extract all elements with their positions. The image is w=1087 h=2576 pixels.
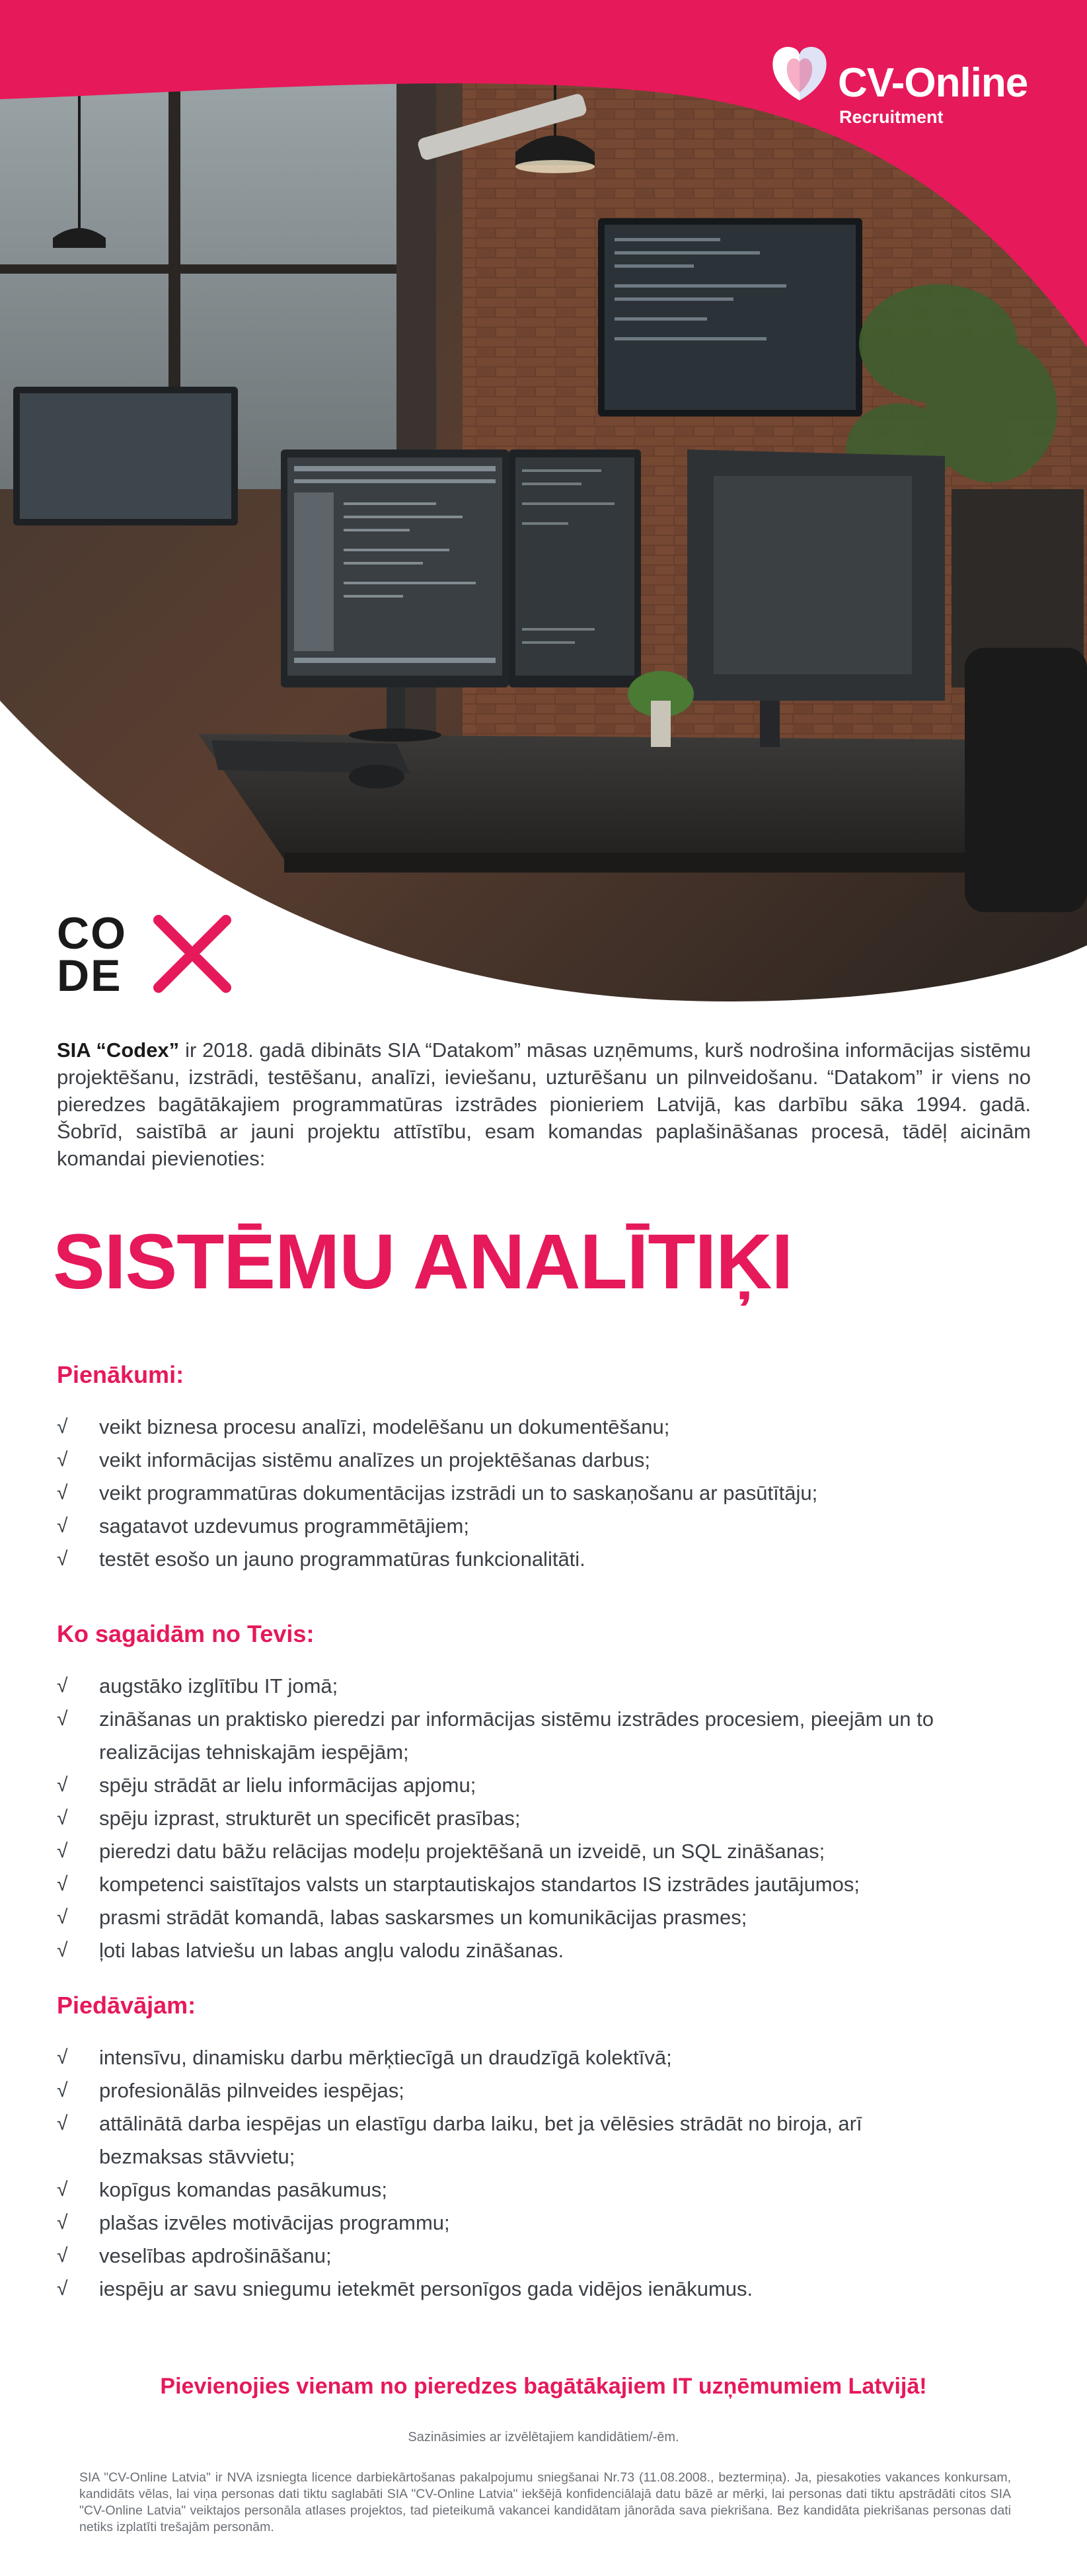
list-item: √ profesionālās pilnveides iespējas; — [57, 2074, 916, 2107]
list-item: √ attālinātā darba iespējas un elastīgu darba laiku, bet ja vēlēsies strādāt no biroja, arī bezmaksas stāvvietu; — [57, 2107, 916, 2173]
contact-note: Sazināsimies ar izvēlētajiem kandidātiem/-ēm. — [408, 2430, 679, 2444]
check-icon: √ — [57, 1675, 68, 1697]
check-icon: √ — [57, 1807, 68, 1829]
codex-logo — [57, 908, 248, 1001]
list-item: √ pieredzi datu bāžu relācijas modeļu projektēšanā un izveidē, un SQL zināšanas; — [57, 1835, 1022, 1868]
section-title: Ko sagaidām no Tevis: — [57, 1620, 315, 1647]
call-to-action: Pievienojies vienam no pieredzes bagātākajiem IT uzņēmumiem Latvijā! — [160, 2374, 927, 2399]
intro-text: ir 2018. gadā dibināts SIA “Datakom” māsas uzņēmums, kurš nodrošina informācijas sistēmu projektēšanu, izstrādi, testēšanu, analīzi, ieviešanu, uzturēšanu un pilnveidošanu. “Datakom” ir viens no pieredzes bagātākajiem programmatūras izstrādes pionieriem Latvijā, kas darbību sāka 1994. gadā. Šobrīd, saistībā ar jauni projektu attīstību, esam komandas paplašināšanas procesā, tādēļ aicinām komandai pievienoties: — [57, 1038, 1031, 1170]
requirements-list — [57, 1670, 1022, 1967]
list-item: √ spēju strādāt ar lielu informācijas apjomu; — [57, 1769, 1022, 1802]
section-offer — [57, 1991, 1048, 2306]
list-item: √ augstāko izglītību IT jomā; — [57, 1670, 1022, 1703]
section-title: Pienākumi: — [57, 1361, 184, 1388]
intro-company-name: SIA “Codex” — [57, 1038, 180, 1062]
check-icon: √ — [57, 1416, 68, 1438]
codex-logo-line2: DE — [57, 951, 122, 1001]
hero-image — [0, 0, 1087, 1005]
check-icon: √ — [57, 2047, 68, 2068]
list-item: √ zināšanas un praktisko pieredzi par informācijas sistēmu izstrādes procesiem, pieejām un to realizācijas tehniskajām iespējām; — [57, 1703, 1022, 1769]
check-icon: √ — [57, 1774, 68, 1796]
intro-paragraph — [57, 1036, 1031, 1172]
list-item: √ ļoti labas latviešu un labas angļu valodu zināšanas. — [57, 1934, 1022, 1967]
section-requirements — [57, 1620, 1048, 1967]
cv-online-logo — [767, 40, 1057, 132]
cv-online-brand-name: CV-Online — [838, 60, 1028, 106]
section-title: Piedāvājam: — [57, 1992, 196, 2019]
check-icon: √ — [57, 2080, 68, 2101]
list-item: √ kompetenci saistītajos valsts un starptautiskajos standartos IS izstrādes jautājumos; — [57, 1868, 1022, 1901]
check-icon: √ — [57, 1482, 68, 1504]
list-item: √ iespēju ar savu sniegumu ietekmēt personīgos gada vidējos ienākumus. — [57, 2273, 916, 2306]
check-icon: √ — [57, 2245, 68, 2267]
list-item: √ veikt informācijas sistēmu analīzes un projektēšanas darbus; — [57, 1444, 1048, 1477]
check-icon: √ — [57, 2212, 68, 2234]
check-icon: √ — [57, 1906, 68, 1928]
list-item: √ kopīgus komandas pasākumus; — [57, 2173, 916, 2206]
codex-x-mark-icon — [149, 911, 235, 997]
list-item: √ prasmi strādāt komandā, labas saskarsmes un komunikācijas prasmes; — [57, 1901, 1022, 1934]
check-icon: √ — [57, 1548, 68, 1570]
list-item: √ testēt esošo un jauno programmatūras funkcionalitāti. — [57, 1543, 1048, 1576]
list-item: √ sagatavot uzdevumus programmētājiem; — [57, 1510, 1048, 1543]
check-icon: √ — [57, 1515, 68, 1537]
responsibilities-list — [57, 1411, 1048, 1576]
list-item: √ veikt programmatūras dokumentācijas izstrādi un to saskaņošanu ar pasūtītāju; — [57, 1477, 1048, 1510]
codex-logo-line1: CO — [57, 908, 127, 958]
check-icon: √ — [57, 2179, 68, 2201]
list-item: √ spēju izprast, strukturēt un specificēt prasības; — [57, 1802, 1022, 1835]
check-icon: √ — [57, 1873, 68, 1895]
check-icon: √ — [57, 2113, 68, 2134]
list-item: √ veselības apdrošināšanu; — [57, 2240, 916, 2273]
list-item: √ intensīvu, dinamisku darbu mērķtiecīgā un draudzīgā kolektīvā; — [57, 2041, 916, 2074]
job-title: SISTĒMU ANALĪTIĶI — [53, 1218, 793, 1306]
list-item: √ plašas izvēles motivācijas programmu; — [57, 2206, 916, 2240]
check-icon: √ — [57, 2278, 68, 2300]
offer-list — [57, 2041, 916, 2306]
list-item: √ veikt biznesa procesu analīzi, modelēšanu un dokumentēšanu; — [57, 1411, 1048, 1444]
check-icon: √ — [57, 1708, 68, 1730]
office-photo — [0, 0, 1087, 1005]
check-icon: √ — [57, 1939, 68, 1961]
cv-online-logo-mark-icon — [767, 40, 833, 106]
check-icon: √ — [57, 1840, 68, 1862]
legal-notice: SIA "CV-Online Latvia" ir NVA izsniegta licence darbiekārtošanas pakalpojumu sniegšanai Nr.73 (11.08.2008., beztermiņa). Ja, piesakoties vakances konkursam, kandidāts vēlas, lai viņa personas dati tiktu saglabāti SIA "CV-Online Latvia" iekšējā konfidenciālajā datu bāzē ar mērķi, lai personas dati tiktu apstrādāti citos SIA "CV-Online Latvia" veiktajos personāla atlases projektos, tad pieteikumā vakancei kandidātam jānorāda sava piekrišana. Bez kandidāta piekrišanas personas dati netiks izplatīti trešajām personām. — [79, 2470, 1011, 2534]
cv-online-brand-sub: Recruitment — [839, 107, 944, 127]
section-responsibilities — [57, 1360, 1048, 1576]
check-icon: √ — [57, 1449, 68, 1471]
